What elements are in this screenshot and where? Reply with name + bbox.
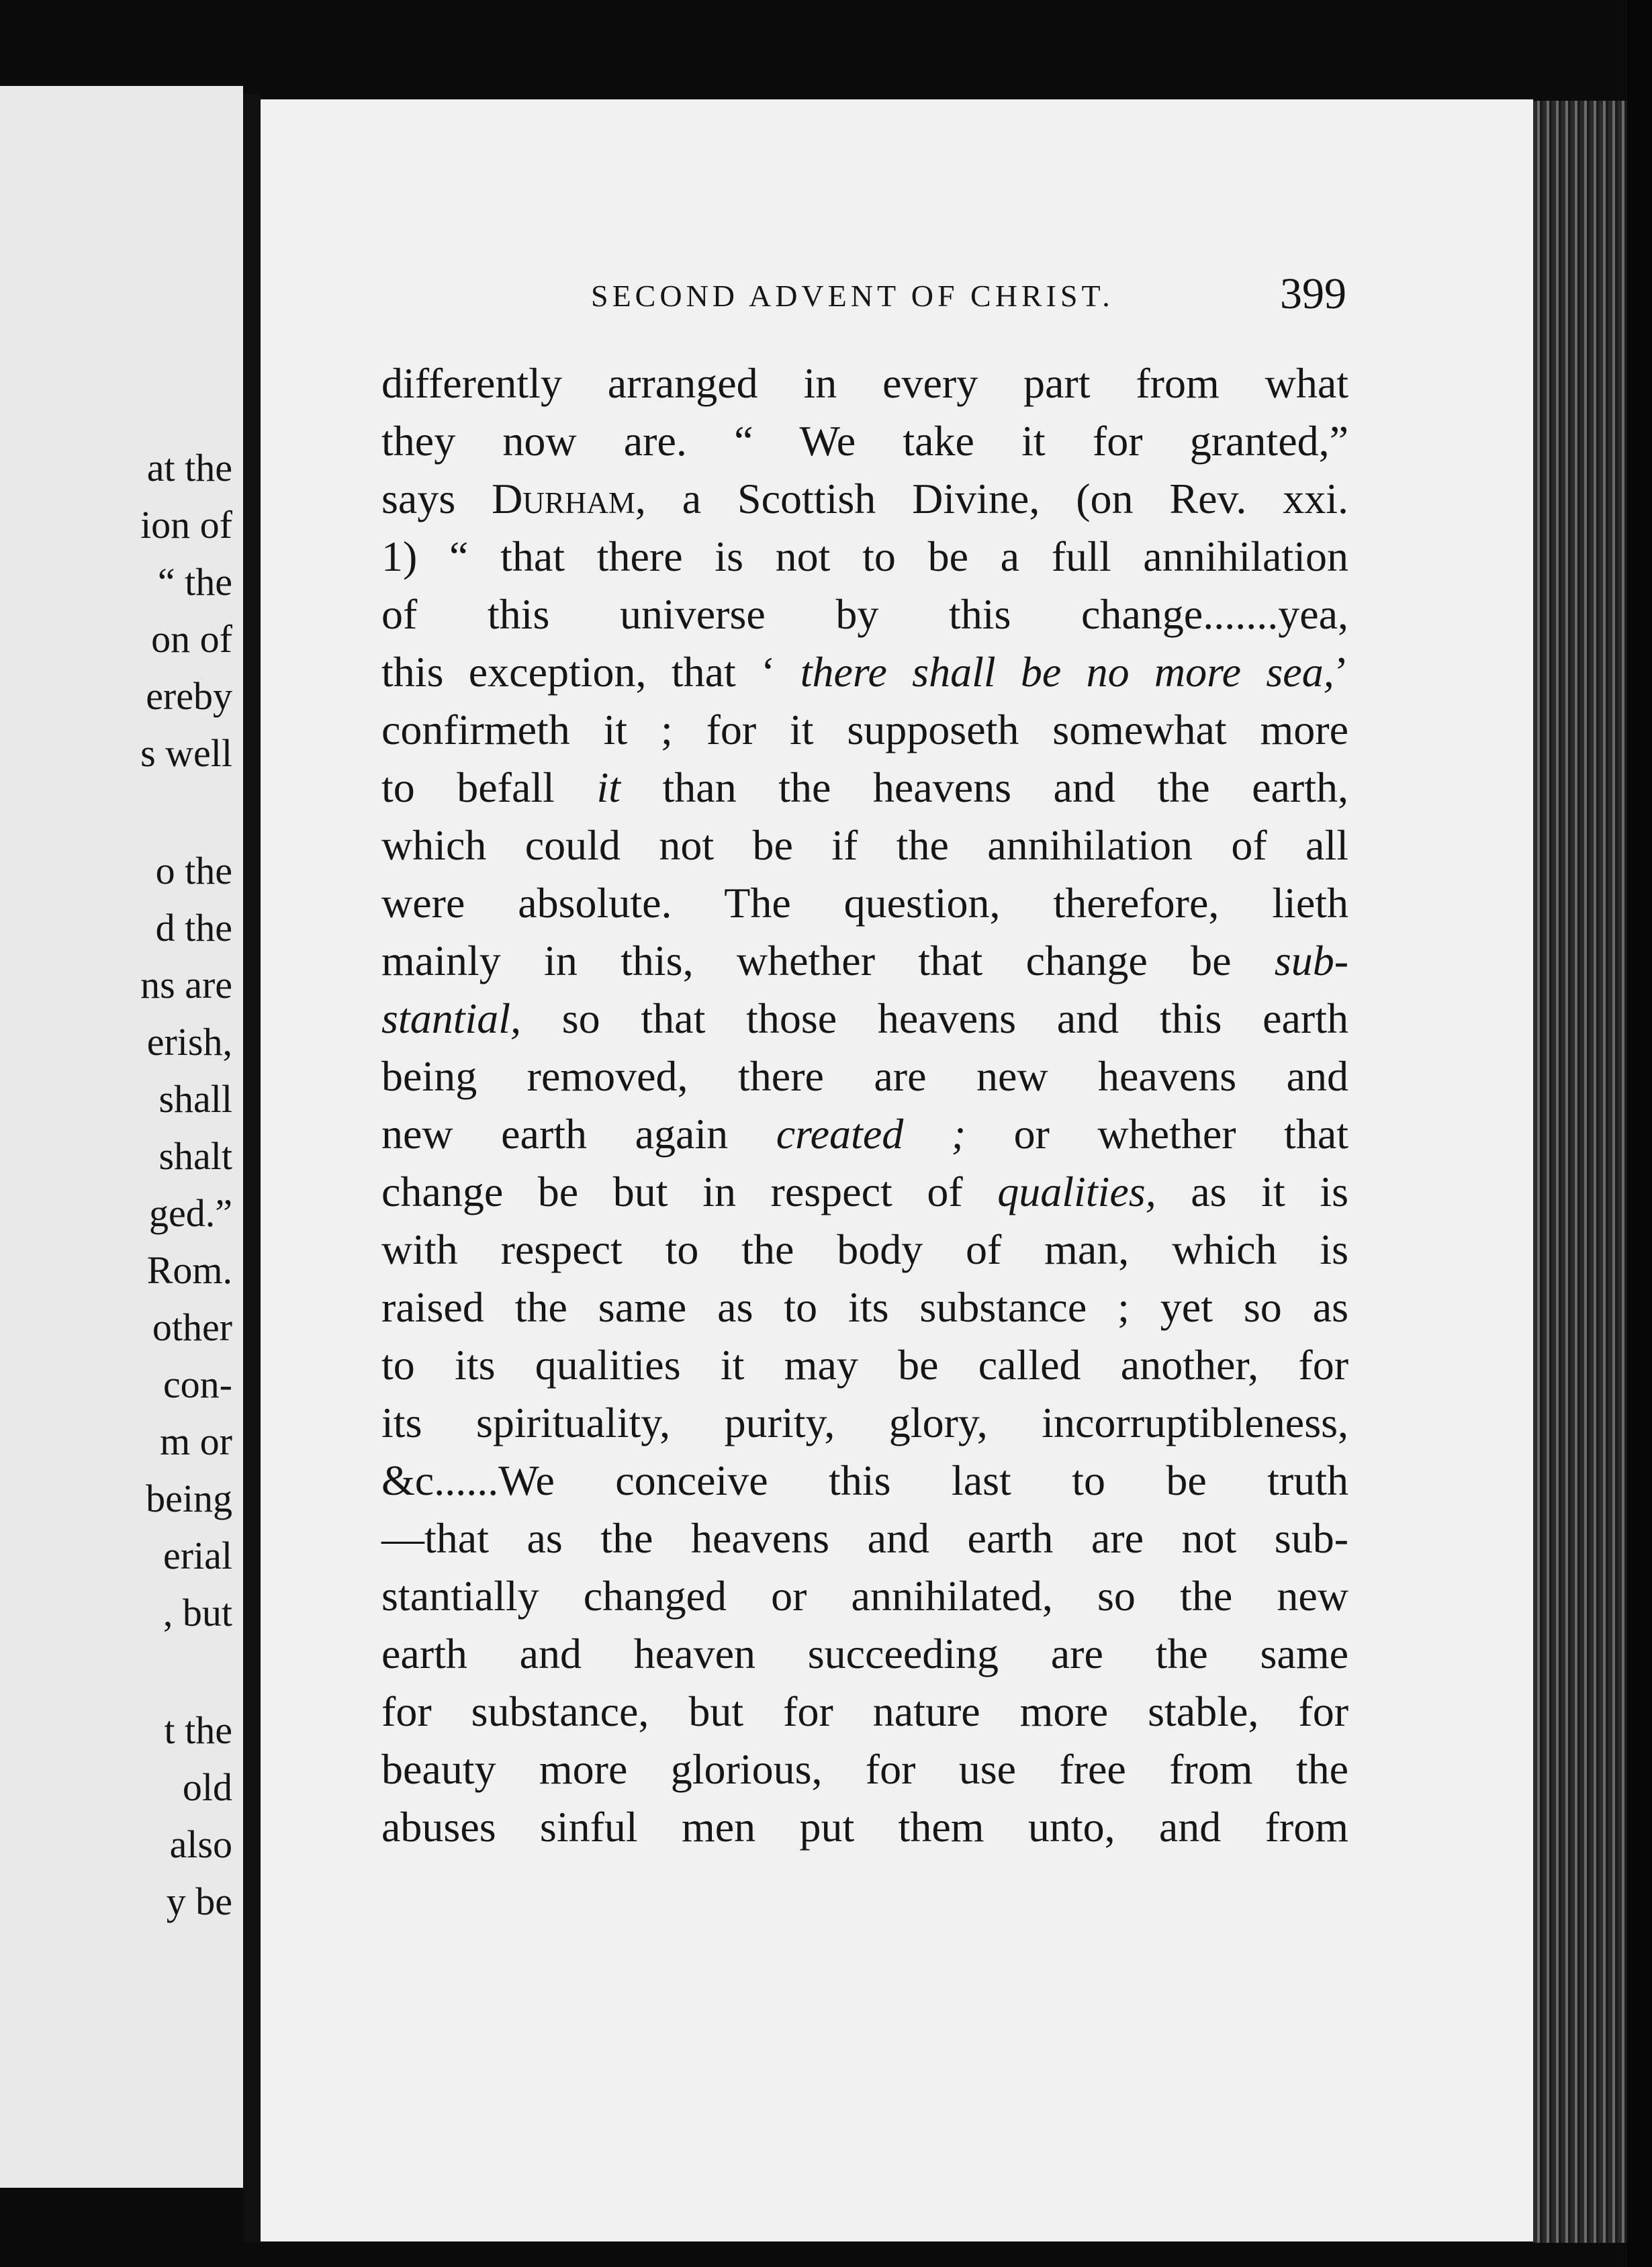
left-page-fragment: s well bbox=[140, 731, 232, 775]
text-line bbox=[381, 1163, 1348, 1221]
text-run: change be but in respect of bbox=[381, 1168, 998, 1215]
text-run: this exception, that ‘ bbox=[381, 648, 800, 696]
left-page-fragment: erial bbox=[163, 1534, 232, 1577]
left-page-fragment: ereby bbox=[146, 674, 232, 718]
left-page-fragment: “ the bbox=[157, 560, 232, 604]
text-line bbox=[381, 643, 1348, 701]
italic-word: stantial, bbox=[381, 994, 522, 1042]
left-page-fragment: on of bbox=[151, 617, 232, 661]
text-line: being removed, there are new heavens and bbox=[381, 1052, 1348, 1100]
text-run: as it is bbox=[1156, 1168, 1349, 1215]
text-line: confirmeth it ; for it supposeth somewhat more bbox=[381, 706, 1348, 753]
text-run: says bbox=[381, 475, 492, 522]
left-page-fragment: ion of bbox=[140, 503, 232, 547]
text-line: with respect to the body of man, which is bbox=[381, 1225, 1348, 1273]
text-line: its spirituality, purity, glory, incorruptibleness, bbox=[381, 1399, 1348, 1446]
text-line: raised the same as to its substance ; yet so as bbox=[381, 1283, 1348, 1331]
text-line: beauty more glorious, for use free from the bbox=[381, 1745, 1348, 1793]
left-page-fragment: being bbox=[146, 1477, 232, 1520]
text-run: mainly in this, whether that change be bbox=[381, 937, 1275, 984]
text-line: of this universe by this change.......yea, bbox=[381, 590, 1348, 638]
left-page-fragment: shall bbox=[158, 1077, 232, 1121]
text-run: than the heavens and the earth, bbox=[621, 764, 1349, 811]
left-page-fragment: ged.” bbox=[149, 1191, 232, 1235]
page-header bbox=[591, 269, 1346, 329]
left-page-fragment: at the bbox=[146, 446, 232, 490]
text-line: they now are. “ We take it for granted,” bbox=[381, 417, 1348, 465]
text-run: so that those heavens and this earth bbox=[521, 994, 1348, 1042]
text-line: which could not be if the annihilation of all bbox=[381, 821, 1348, 869]
text-line: stantially changed or annihilated, so the new bbox=[381, 1572, 1348, 1620]
left-page-fragment: con- bbox=[163, 1362, 232, 1406]
text-line: &c......We conceive this last to be truth bbox=[381, 1456, 1348, 1504]
text-line bbox=[381, 932, 1348, 990]
author-name: Durham bbox=[492, 475, 635, 522]
italic-word: qualities, bbox=[997, 1168, 1156, 1215]
page-edges bbox=[1533, 101, 1627, 2243]
text-line bbox=[381, 1105, 1348, 1163]
running-title: SECOND ADVENT OF CHRIST. bbox=[591, 279, 1114, 313]
text-line: abuses sinful men put them unto, and from bbox=[381, 1803, 1348, 1851]
left-page-fragment: y be bbox=[166, 1880, 232, 1923]
text-line: were absolute. The question, therefore, lieth bbox=[381, 879, 1348, 927]
left-page-fragment: d the bbox=[155, 906, 232, 950]
left-page-fragment: erish, bbox=[146, 1020, 232, 1064]
left-page-fragment: shalt bbox=[158, 1134, 232, 1178]
left-page-fragment: m or bbox=[160, 1420, 232, 1463]
text-line: differently arranged in every part from what bbox=[381, 359, 1348, 407]
text-line: 1) “ that there is not to be a full annihilation bbox=[381, 533, 1348, 580]
left-facing-page bbox=[0, 86, 243, 2188]
left-page-fragment: , but bbox=[163, 1591, 232, 1634]
text-run: , a Scottish Divine, (on Rev. xxi. bbox=[635, 475, 1349, 522]
text-run: new earth again bbox=[381, 1110, 776, 1158]
text-line: earth and heaven succeeding are the same bbox=[381, 1630, 1348, 1677]
left-page-fragment: also bbox=[169, 1822, 232, 1866]
page-number: 399 bbox=[1280, 269, 1346, 318]
text-run: or whether that bbox=[966, 1110, 1349, 1158]
text-line bbox=[381, 759, 1348, 817]
text-line bbox=[381, 470, 1348, 528]
left-page-fragment: old bbox=[182, 1765, 232, 1809]
left-page-fragment: o the bbox=[155, 849, 232, 892]
left-page-fragment: other bbox=[152, 1305, 232, 1349]
left-page-fragment: ns are bbox=[140, 963, 232, 1007]
scan-border bbox=[1627, 0, 1652, 2267]
text-run: to befall bbox=[381, 764, 597, 811]
text-run: ’ bbox=[1334, 648, 1349, 696]
italic-word: created ; bbox=[776, 1110, 966, 1158]
italic-word: it bbox=[596, 764, 621, 811]
body-text bbox=[381, 355, 1348, 1856]
italic-quote: there shall be no more sea, bbox=[800, 648, 1334, 696]
page-gutter bbox=[243, 94, 261, 2243]
text-line: for substance, but for nature more stable, for bbox=[381, 1687, 1348, 1735]
italic-word: sub- bbox=[1274, 937, 1348, 984]
left-page-fragment: t the bbox=[164, 1708, 232, 1752]
left-page-fragment: Rom. bbox=[146, 1248, 232, 1292]
text-line: to its qualities it may be called another, for bbox=[381, 1341, 1348, 1389]
text-line bbox=[381, 990, 1348, 1048]
text-line: —that as the heavens and earth are not sub- bbox=[381, 1514, 1348, 1562]
